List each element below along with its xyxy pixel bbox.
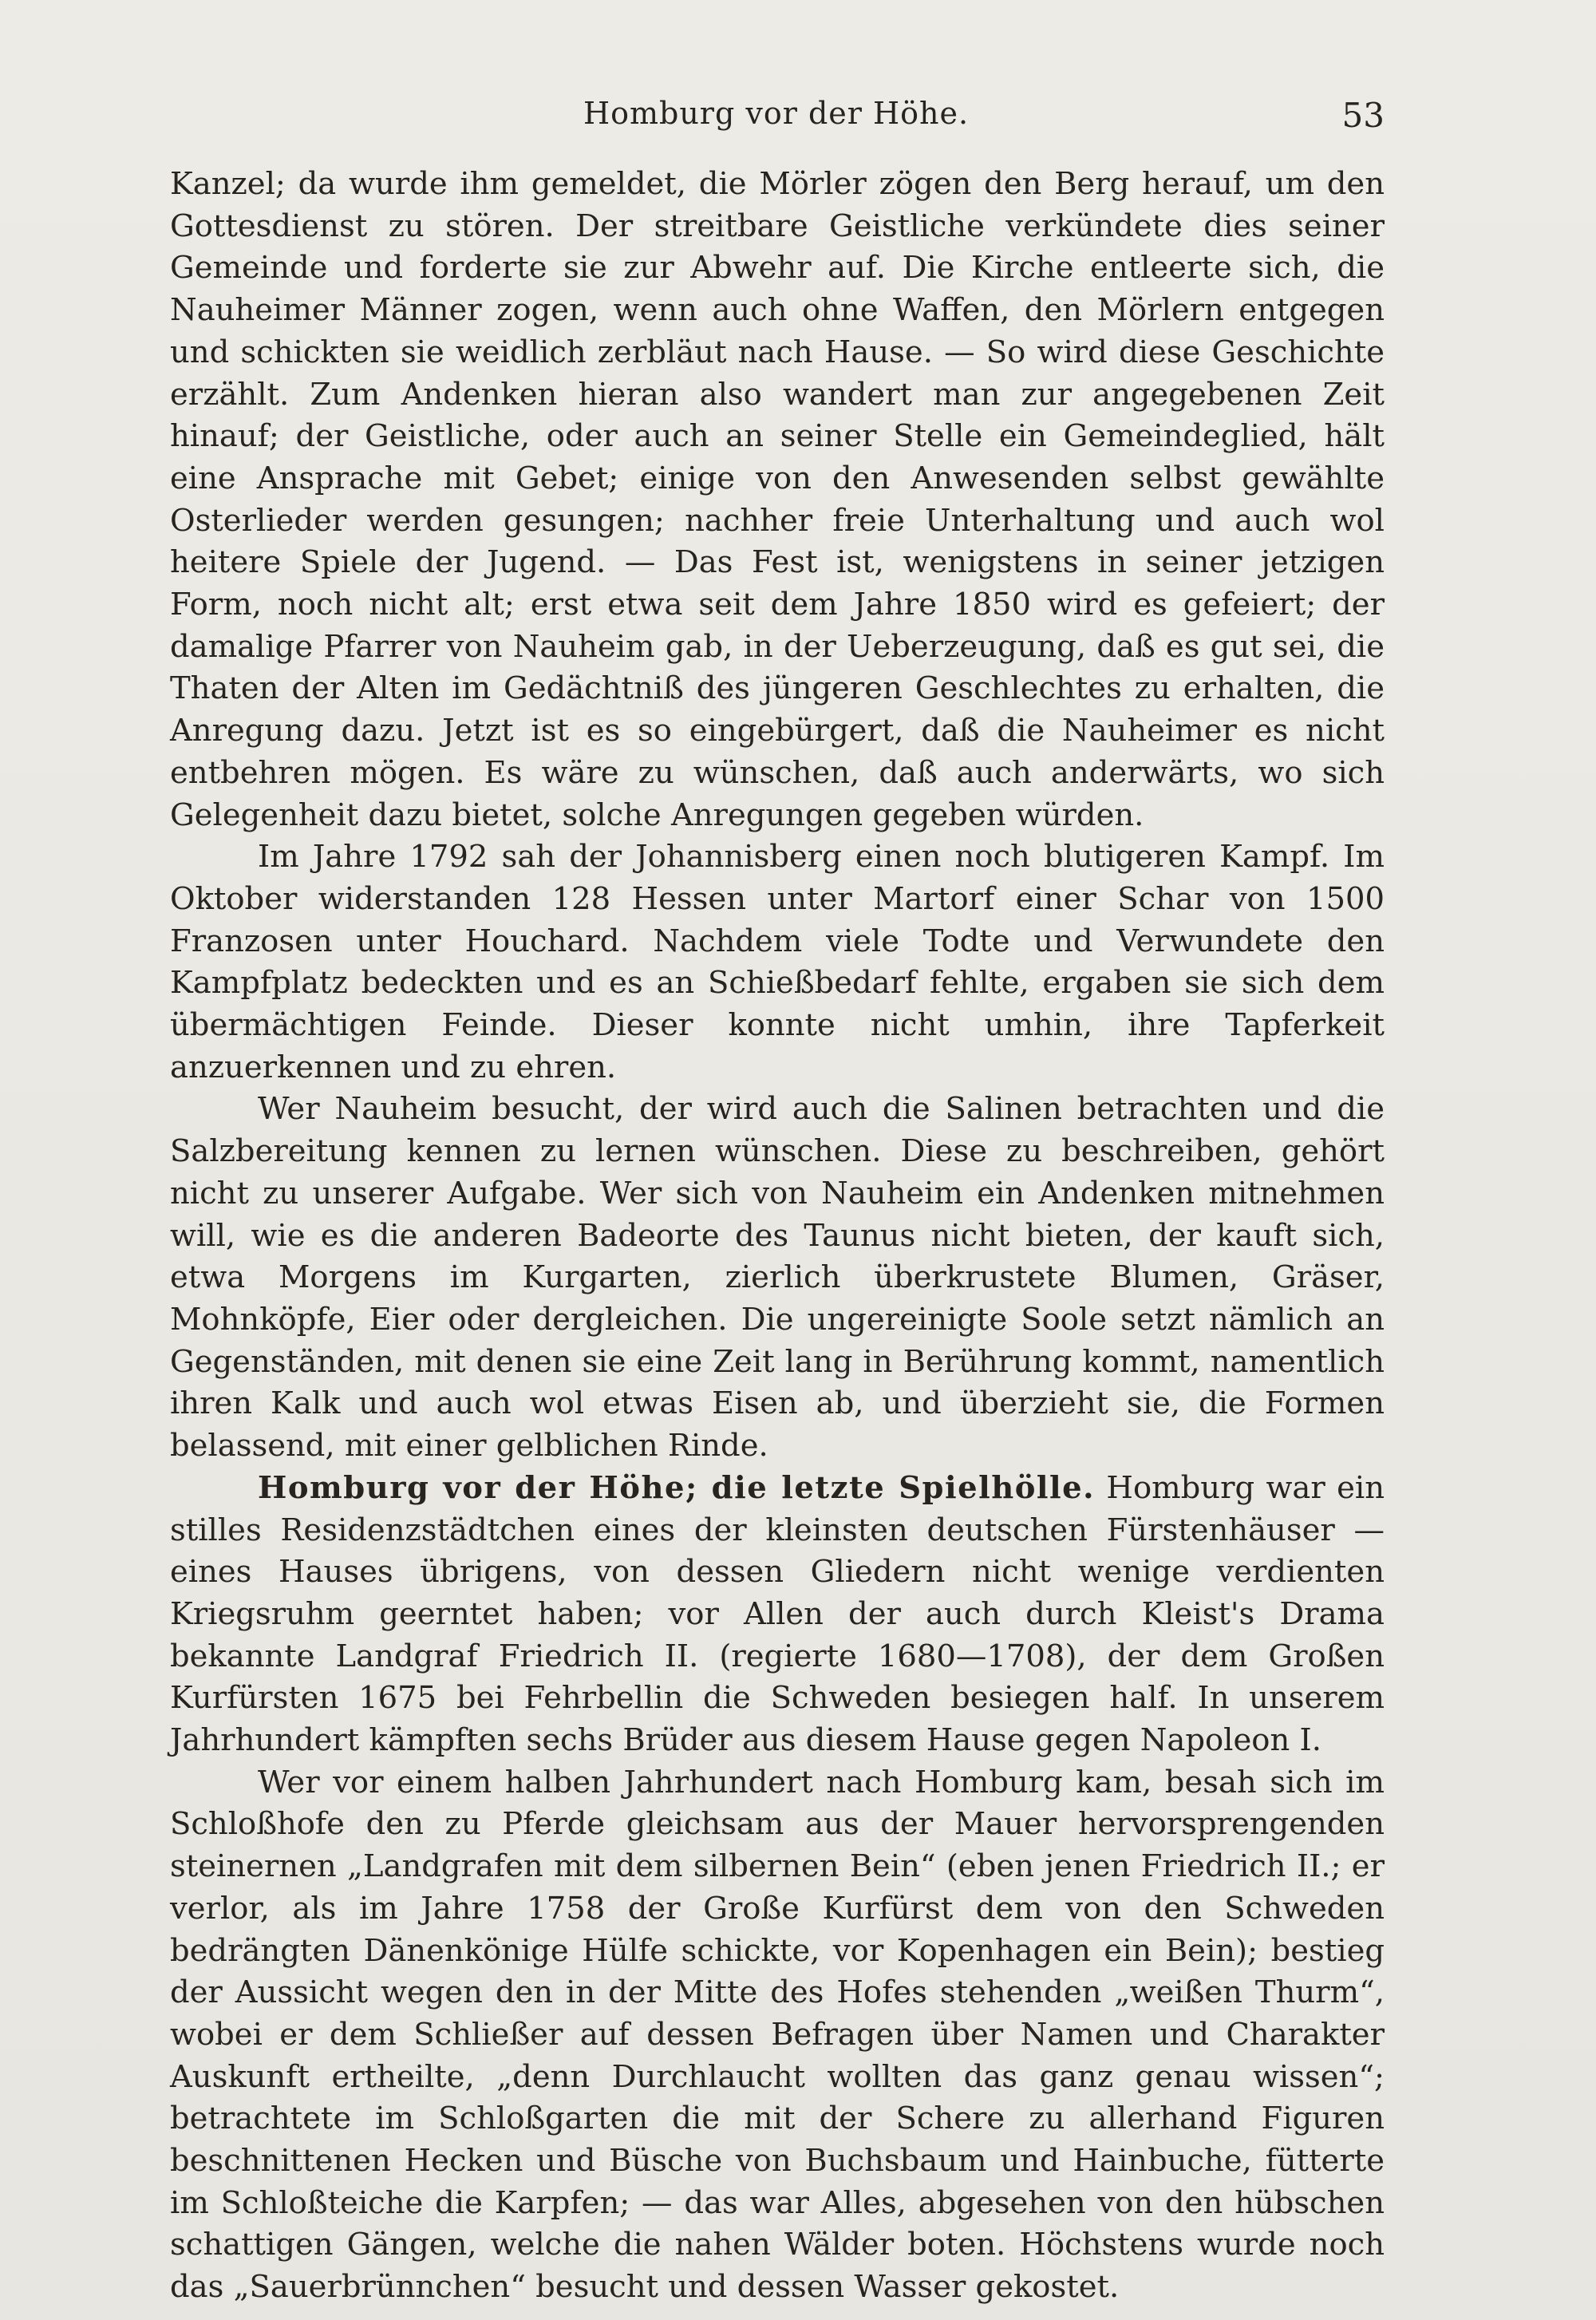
paragraph-homburg-castle: Wer vor einem halben Jahrhundert nach Homburg kam, besah sich im Schloßhofe den zu Pferde gleichsam aus der Mauer hervorsprengenden steinernen „Landgrafen mit dem silbernen Bein“ (eben jenen Friedrich II.; er verlor, als im Jahre 1758 der Große Kurfürst dem von den Schweden bedrängten Dänenkönige Hülfe schickte, vor Kopenhagen ein Bein); bestieg der Aussicht wegen den in der Mitte des Hofes stehenden „weißen Thurm“, wobei er dem Schließer auf dessen Befragen über Namen und Charakter Auskunft ertheilte, „denn Durchlaucht wollten das ganz genau wissen“; betrachtete im Schloßgarten die mit der Schere zu allerhand Figuren beschnittenen Hecken und Büsche von Buchsbaum und Hainbuche, fütterte im Schloßteiche die Karpfen; — das war Alles, abgesehen von den hübschen schattigen Gängen, welche die nahen Wälder boten. Höchstens wurde noch das „Sauerbrünnchen“ besucht und dessen Wasser gekostet. [170, 1764, 1385, 2306]
running-title: Homburg vor der Höhe. [583, 96, 970, 131]
body-text [170, 164, 1385, 2309]
paragraph-nauheim-festival: Kanzel; da wurde ihm gemeldet, die Mörler zögen den Berg herauf, um den Gottesdienst zu stören. Der streitbare Geistliche verkündete dies seiner Gemeinde und forderte sie zur Abwehr auf. Die Kirche entleerte sich, die Nauheimer Männer zogen, wenn auch ohne Waffen, den Mörlern entgegen und schickten sie weidlich zerbläut nach Hause. — So wird diese Geschichte erzählt. Zum Andenken hieran also wandert man zur angegebenen Zeit hinauf; der Geistliche, oder auch an seiner Stelle ein Gemeindeglied, hält eine Ansprache mit Gebet; einige von den Anwesenden selbst gewählte Osterlieder werden gesungen; nachher freie Unterhaltung und auch wol heitere Spiele der Jugend. — Das Fest ist, wenigstens in seiner jetzigen Form, noch nicht alt; erst etwa seit dem Jahre 1850 wird es gefeiert; der damalige Pfarrer von Nauheim gab, in der Ueberzeugung, daß es gut sei, die Thaten der Alten im Gedächtniß des jüngeren Geschlechtes zu erhalten, die Anregung dazu. Jetzt ist es so eingebürgert, daß die Nauheimer es nicht entbehren mögen. Es wäre zu wünschen, daß auch anderwärts, wo sich Gelegenheit dazu bietet, solche Anregungen gegeben würden. [170, 166, 1385, 833]
paragraph-nauheim-salines: Wer Nauheim besucht, der wird auch die Salinen betrachten und die Salzbereitung kennen zu lernen wünschen. Diese zu beschreiben, gehört nicht zu unserer Aufgabe. Wer sich von Nauheim ein Andenken mitnehmen will, wie es die anderen Badeorte des Taunus nicht bieten, der kauft sich, etwa Morgens im Kurgarten, zierlich überkrustete Blumen, Gräser, Mohnköpfe, Eier oder dergleichen. Die ungereinigte Soole setzt nämlich an Gegenständen, mit denen sie eine Zeit lang in Berührung kommt, namentlich ihren Kalk und auch wol etwas Eisen ab, und überzieht sie, die Formen belassend, mit einer gelblichen Rinde. [170, 1091, 1385, 1464]
paragraph-johannisberg-battle: Im Jahre 1792 sah der Johannisberg einen noch blutigeren Kampf. Im Oktober widerstanden 128 Hessen unter Martorf einer Schar von 1500 Franzosen unter Houchard. Nachdem viele Todte und Verwundete den Kampfplatz bedeckten und es an Schießbedarf fehlte, ergaben sie sich dem übermächtigen Feinde. Dieser konnte nicht umhin, ihre Tapferkeit anzuerkennen und zu ehren. [170, 839, 1385, 1085]
paragraph-homburg-intro [170, 1468, 1385, 1762]
section-heading: Homburg vor der Höhe; die letzte Spielhölle. [258, 1469, 1096, 1506]
page-number: 53 [1341, 96, 1385, 135]
paragraph-homburg-text: Homburg war ein stilles Residenzstädtchen eines der kleinsten deutschen Fürstenhäuser — eines Hauses übrigens, von dessen Gliedern nicht wenige verdienten Kriegsruhm geerntet haben; vor Allen der auch durch Kleist's Drama bekannte Landgraf Friedrich II. (regierte 1680—1708), der dem Großen Kurfürsten 1675 bei Fehrbellin die Schweden besiegen half. In unserem Jahrhundert kämpften sechs Brüder aus diesem Hause gegen Napoleon I. [170, 1469, 1385, 1759]
page-header [168, 96, 1385, 144]
